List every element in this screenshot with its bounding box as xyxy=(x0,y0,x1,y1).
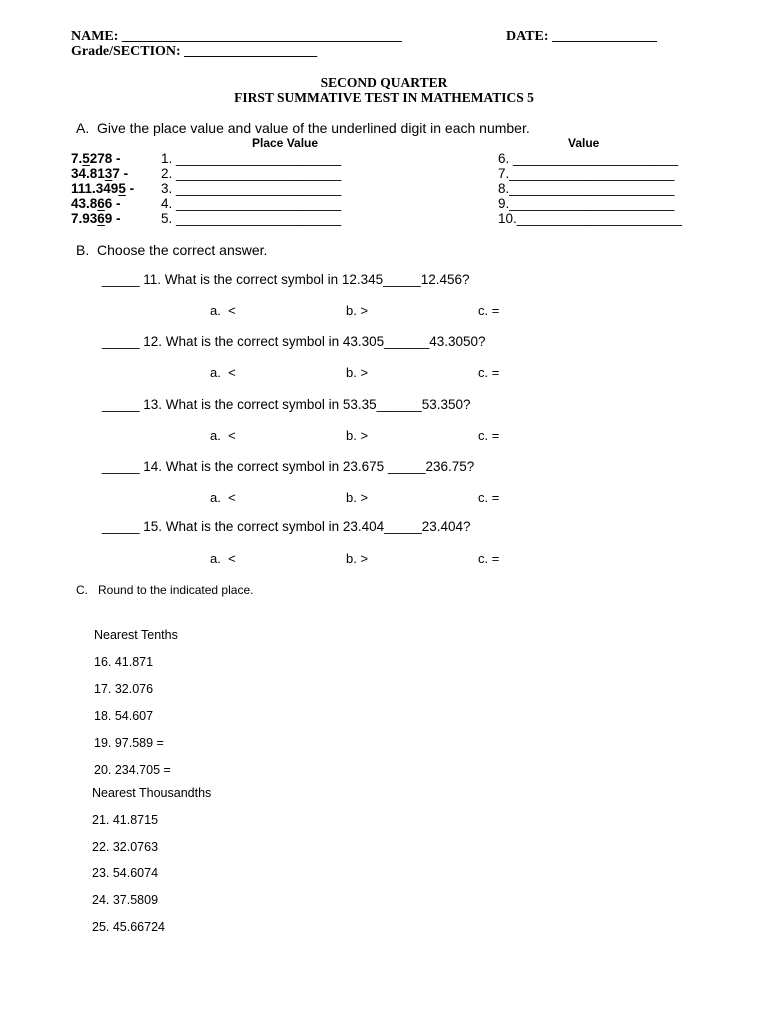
section-a-instruction: A. Give the place value and value of the underlined digit in each number. xyxy=(76,120,530,136)
option-c[interactable]: c. = xyxy=(478,365,500,380)
option-a[interactable]: a. < xyxy=(210,428,236,443)
option-b[interactable]: b. > xyxy=(346,551,369,566)
underlined-digit: 6 xyxy=(97,196,105,211)
value-blank[interactable]: 9.______________________ xyxy=(498,196,675,211)
rounding-item[interactable]: 19. 97.589 = xyxy=(94,736,164,750)
question-text[interactable]: _____ 11. What is the correct symbol in 12.345_____12.456? xyxy=(102,272,470,287)
place-value-blank[interactable]: 1. ______________________ xyxy=(161,151,342,166)
place-value-blank[interactable]: 4. ______________________ xyxy=(161,196,342,211)
option-b[interactable]: b. > xyxy=(346,303,369,318)
rounding-item[interactable]: 24. 37.5809 xyxy=(92,893,159,907)
question-text[interactable]: _____ 14. What is the correct symbol in 23.675 _____236.75? xyxy=(102,459,475,474)
grade-section-field[interactable]: Grade/SECTION: ___________________ xyxy=(71,44,318,59)
section-b-instruction: B. Choose the correct answer. xyxy=(76,242,268,258)
name-field[interactable]: NAME: ________________________________________ xyxy=(71,29,402,44)
value-blank[interactable]: 10.______________________ xyxy=(498,211,682,226)
rounding-item[interactable]: 21. 41.8715 xyxy=(92,813,159,827)
rounding-item[interactable]: 22. 32.0763 xyxy=(92,840,159,854)
number-item: 7.9369 - xyxy=(71,211,121,226)
date-field[interactable]: DATE: _______________ xyxy=(506,29,658,44)
option-b[interactable]: b. > xyxy=(346,428,369,443)
rounding-item[interactable]: 23. 54.6074 xyxy=(92,866,159,880)
place-value-header: Place Value xyxy=(252,136,319,150)
test-title: FIRST SUMMATIVE TEST IN MATHEMATICS 5 xyxy=(234,90,534,105)
underlined-digit: 3 xyxy=(104,166,113,181)
option-c[interactable]: c. = xyxy=(478,490,500,505)
underlined-digit: 6 xyxy=(97,211,105,226)
value-blank[interactable]: 6. ______________________ xyxy=(498,151,679,166)
option-b[interactable]: b. > xyxy=(346,490,369,505)
option-a[interactable]: a. < xyxy=(210,303,236,318)
rounding-item[interactable]: 25. 45.66724 xyxy=(92,920,165,934)
number-item: 7.5278 - xyxy=(71,151,121,166)
value-header: Value xyxy=(568,136,600,150)
place-value-blank[interactable]: 3. ______________________ xyxy=(161,181,342,196)
question-text[interactable]: _____ 13. What is the correct symbol in 53.35______53.350? xyxy=(102,397,471,412)
option-c[interactable]: c. = xyxy=(478,551,500,566)
option-c[interactable]: c. = xyxy=(478,428,500,443)
value-blank[interactable]: 7.______________________ xyxy=(498,166,675,181)
option-a[interactable]: a. < xyxy=(210,551,236,566)
number-item: 111.3495 - xyxy=(71,181,135,196)
section-c-instruction: C. Round to the indicated place. xyxy=(76,583,254,597)
number-item: 43.866 - xyxy=(71,196,121,211)
option-a[interactable]: a. < xyxy=(210,490,236,505)
underlined-digit: 5 xyxy=(82,151,90,166)
place-value-blank[interactable]: 2. ______________________ xyxy=(161,166,342,181)
question-text[interactable]: _____ 12. What is the correct symbol in 43.305______43.3050? xyxy=(102,334,486,349)
option-c[interactable]: c. = xyxy=(478,303,500,318)
number-item: 34.8137 - xyxy=(71,166,129,181)
option-b[interactable]: b. > xyxy=(346,365,369,380)
underlined-digit: 5 xyxy=(118,181,126,196)
rounding-item[interactable]: 18. 54.607 xyxy=(94,709,154,723)
question-text[interactable]: _____ 15. What is the correct symbol in 23.404_____23.404? xyxy=(102,519,471,534)
value-blank[interactable]: 8.______________________ xyxy=(498,181,675,196)
place-value-blank[interactable]: 5. ______________________ xyxy=(161,211,342,226)
option-a[interactable]: a. < xyxy=(210,365,236,380)
quarter-title: SECOND QUARTER xyxy=(320,75,448,90)
rounding-item[interactable]: 20. 234.705 = xyxy=(94,763,171,777)
rounding-item[interactable]: 16. 41.871 xyxy=(94,655,154,669)
nearest-tenths-heading: Nearest Tenths xyxy=(94,628,178,642)
nearest-thousandths-heading: Nearest Thousandths xyxy=(92,786,212,800)
rounding-item[interactable]: 17. 32.076 xyxy=(94,682,154,696)
